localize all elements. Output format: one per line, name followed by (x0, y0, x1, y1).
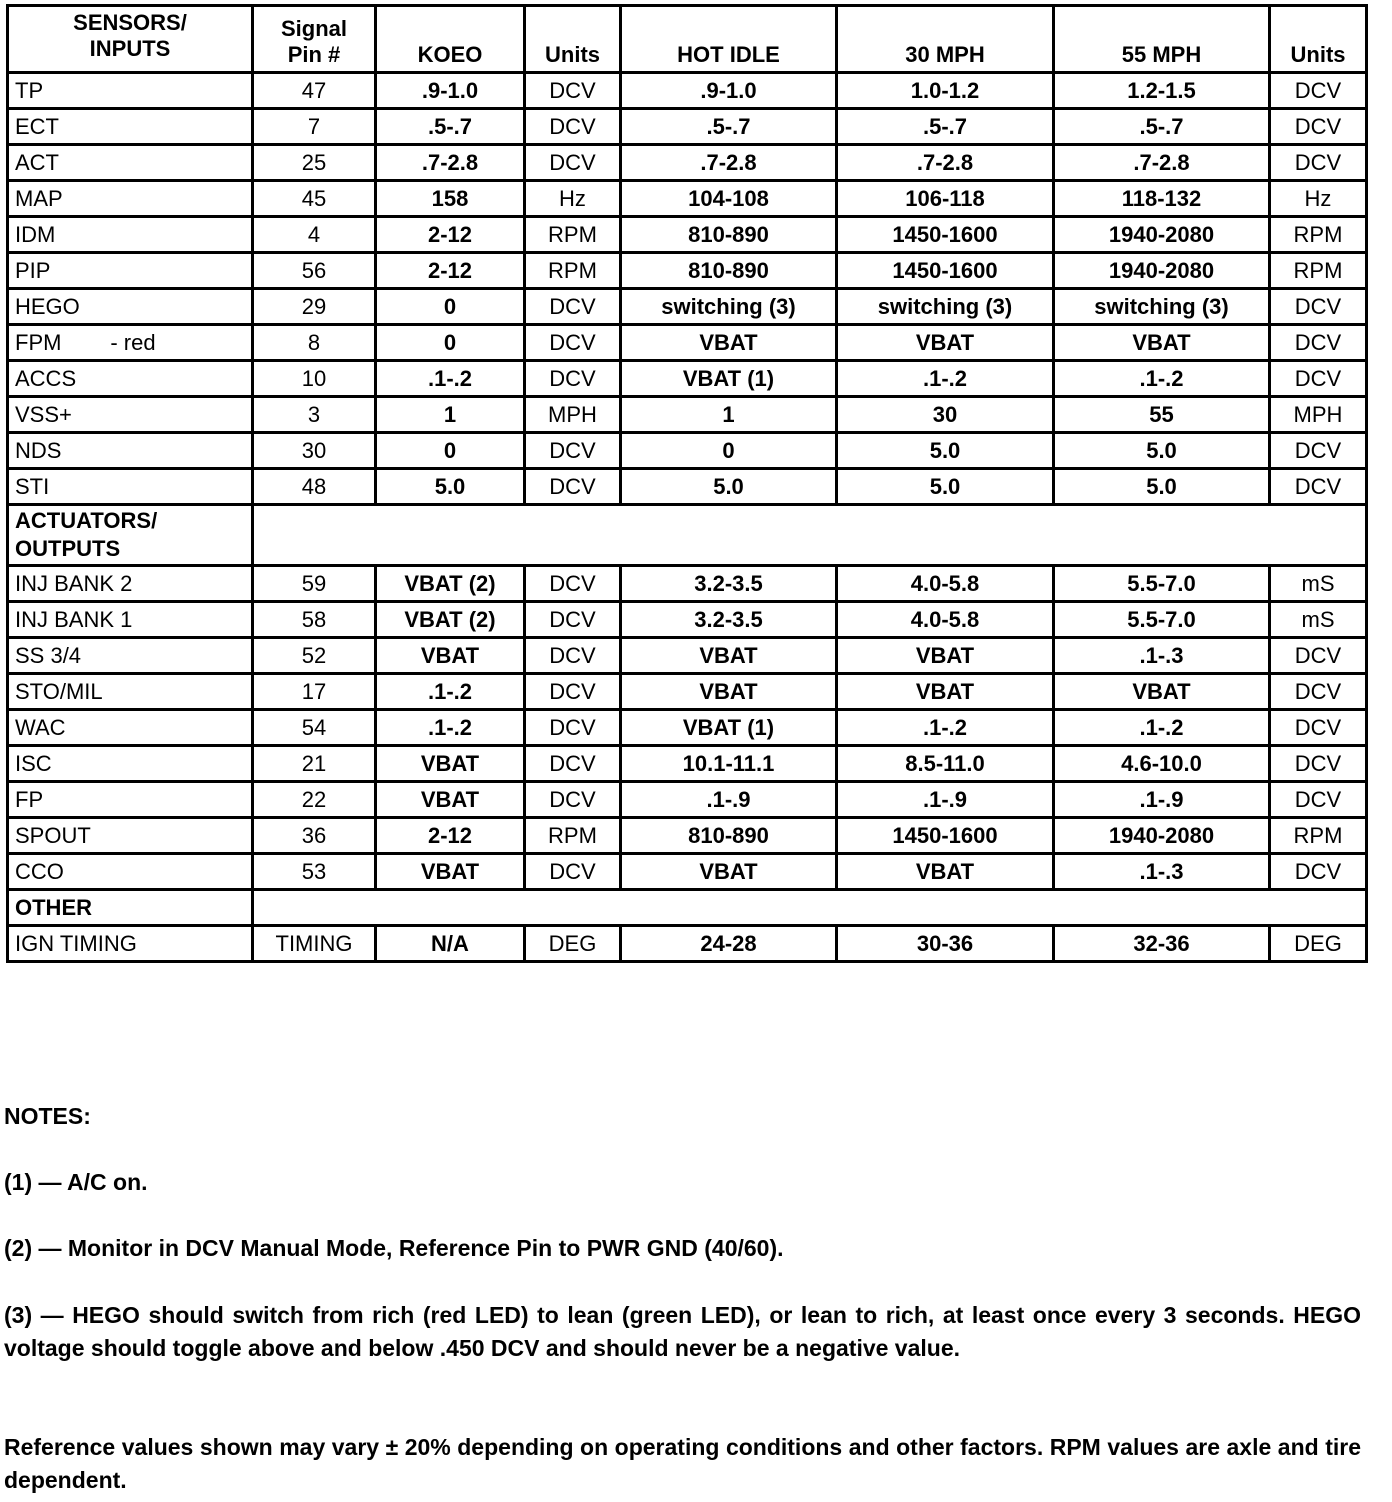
units2-value: DCV (1270, 710, 1367, 746)
table-row (8, 433, 1367, 469)
hot-idle-value: 0 (621, 433, 837, 469)
note-1: (1) — A/C on. (4, 1169, 148, 1195)
hot-idle-value: 810-890 (621, 217, 837, 253)
koeo-value: VBAT (376, 638, 525, 674)
units2-value: MPH (1270, 397, 1367, 433)
mph30-value: .1-.9 (837, 782, 1054, 818)
units-value: DCV (525, 361, 621, 397)
units-value: DCV (525, 73, 621, 109)
signal-pin: 48 (253, 469, 376, 505)
mph30-value: 30-36 (837, 926, 1054, 962)
mph30-value: 1450-1600 (837, 818, 1054, 854)
table-row (8, 674, 1367, 710)
mph30-value: .7-2.8 (837, 145, 1054, 181)
header-row (8, 6, 1367, 73)
table-row (8, 782, 1367, 818)
koeo-value: N/A (376, 926, 525, 962)
hot-idle-value: VBAT (621, 854, 837, 890)
hot-idle-value: VBAT (621, 674, 837, 710)
signal-pin: 58 (253, 602, 376, 638)
units2-value: DCV (1270, 674, 1367, 710)
table-row (8, 746, 1367, 782)
row-name: INJ BANK 2 (8, 566, 253, 602)
koeo-value: .1-.2 (376, 674, 525, 710)
units2-value: DCV (1270, 361, 1367, 397)
section-row-actuators (8, 505, 1367, 566)
other-section (8, 926, 1367, 962)
hot-idle-value: VBAT (621, 638, 837, 674)
row-name: INJ BANK 1 (8, 602, 253, 638)
mph55-value: VBAT (1054, 325, 1270, 361)
mph30-value: VBAT (837, 854, 1054, 890)
note-3: (3) — HEGO should switch from rich (red LED) to lean (green LED), or lean to rich, at least once every 3 seconds. HEGO voltage should toggle above and below .450 DCV and should never be a negative value. (4, 1302, 1361, 1361)
signal-pin: 56 (253, 253, 376, 289)
signal-pin: 53 (253, 854, 376, 890)
mph30-value: VBAT (837, 638, 1054, 674)
signal-pin: TIMING (253, 926, 376, 962)
hot-idle-value: switching (3) (621, 289, 837, 325)
mph30-value: 30 (837, 397, 1054, 433)
koeo-value: 0 (376, 433, 525, 469)
mph55-value: 55 (1054, 397, 1270, 433)
mph30-value: 4.0-5.8 (837, 602, 1054, 638)
actuators-section-header (8, 505, 1367, 566)
hot-idle-value: VBAT (621, 325, 837, 361)
signal-pin: 21 (253, 746, 376, 782)
units2-value: RPM (1270, 253, 1367, 289)
units-value: DCV (525, 674, 621, 710)
mph55-value: .7-2.8 (1054, 145, 1270, 181)
units2-value: DCV (1270, 854, 1367, 890)
mph55-value: .1-.2 (1054, 361, 1270, 397)
row-name: ACCS (8, 361, 253, 397)
units2-value: RPM (1270, 217, 1367, 253)
table-row (8, 638, 1367, 674)
row-name: WAC (8, 710, 253, 746)
hot-idle-value: 5.0 (621, 469, 837, 505)
hot-idle-value: .7-2.8 (621, 145, 837, 181)
header-koeo: KOEO (376, 6, 525, 73)
units-value: RPM (525, 217, 621, 253)
header-units-2: Units (1270, 6, 1367, 73)
units2-value: DCV (1270, 145, 1367, 181)
header-pin-line2: Pin # (287, 42, 341, 67)
units-value: DCV (525, 289, 621, 325)
hot-idle-value: 3.2-3.5 (621, 602, 837, 638)
header-sensors-line1: SENSORS/ (73, 10, 187, 35)
row-name: ACT (8, 145, 253, 181)
header-sensors-inputs (8, 6, 253, 73)
units-value: DCV (525, 638, 621, 674)
section-label-other: OTHER (8, 890, 253, 926)
signal-pin: 4 (253, 217, 376, 253)
units2-value: DCV (1270, 638, 1367, 674)
units-value: DEG (525, 926, 621, 962)
table-row (8, 602, 1367, 638)
units-value: DCV (525, 469, 621, 505)
table-row (8, 145, 1367, 181)
mph30-value: .5-.7 (837, 109, 1054, 145)
actuators-label-line2: OUTPUTS (15, 536, 121, 561)
row-name: IDM (8, 217, 253, 253)
header-55-mph: 55 MPH (1054, 6, 1270, 73)
mph55-value: 32-36 (1054, 926, 1270, 962)
mph30-value: 5.0 (837, 469, 1054, 505)
header-pin-line1: Signal (280, 16, 347, 41)
koeo-value: VBAT (2) (376, 602, 525, 638)
row-name: MAP (8, 181, 253, 217)
units-value: DCV (525, 566, 621, 602)
header-30-mph: 30 MPH (837, 6, 1054, 73)
koeo-value: VBAT (2) (376, 566, 525, 602)
units-value: DCV (525, 710, 621, 746)
header-hot-idle: HOT IDLE (621, 6, 837, 73)
units2-value: DCV (1270, 289, 1367, 325)
row-name: HEGO (8, 289, 253, 325)
units-value: DCV (525, 602, 621, 638)
mph55-value: 1.2-1.5 (1054, 73, 1270, 109)
table-row (8, 181, 1367, 217)
table-row (8, 469, 1367, 505)
mph55-value: 4.6-10.0 (1054, 746, 1270, 782)
mph30-value: .1-.2 (837, 361, 1054, 397)
mph55-value: 118-132 (1054, 181, 1270, 217)
row-name: FP (8, 782, 253, 818)
outputs-section (8, 566, 1367, 890)
inputs-section (8, 73, 1367, 505)
units-value: DCV (525, 109, 621, 145)
notes-heading: NOTES: (4, 1103, 91, 1129)
units-value: RPM (525, 818, 621, 854)
reference-values-table (6, 4, 1368, 963)
signal-pin: 54 (253, 710, 376, 746)
header-signal-pin (253, 6, 376, 73)
units2-value: DCV (1270, 746, 1367, 782)
koeo-value: 2-12 (376, 253, 525, 289)
mph30-value: 4.0-5.8 (837, 566, 1054, 602)
table-row (8, 854, 1367, 890)
hot-idle-value: 3.2-3.5 (621, 566, 837, 602)
header-sensors-line2: INPUTS (89, 36, 171, 61)
signal-pin: 17 (253, 674, 376, 710)
units2-value: RPM (1270, 818, 1367, 854)
section-spacer (253, 890, 1367, 926)
hot-idle-value: VBAT (1) (621, 361, 837, 397)
signal-pin: 25 (253, 145, 376, 181)
signal-pin: 59 (253, 566, 376, 602)
row-name: ISC (8, 746, 253, 782)
mph30-value: VBAT (837, 674, 1054, 710)
mph30-value: 106-118 (837, 181, 1054, 217)
mph55-value: 5.5-7.0 (1054, 566, 1270, 602)
mph55-value: .1-.9 (1054, 782, 1270, 818)
row-name: STO/MIL (8, 674, 253, 710)
units2-value: mS (1270, 602, 1367, 638)
table-row (8, 109, 1367, 145)
hot-idle-value: VBAT (1) (621, 710, 837, 746)
table-row (8, 289, 1367, 325)
signal-pin: 36 (253, 818, 376, 854)
table-row (8, 217, 1367, 253)
hot-idle-value: 810-890 (621, 818, 837, 854)
row-name: STI (8, 469, 253, 505)
table-row (8, 818, 1367, 854)
table-row (8, 325, 1367, 361)
table-row (8, 253, 1367, 289)
signal-pin: 3 (253, 397, 376, 433)
table-row (8, 361, 1367, 397)
koeo-value: VBAT (376, 782, 525, 818)
signal-pin: 7 (253, 109, 376, 145)
signal-pin: 45 (253, 181, 376, 217)
koeo-value: VBAT (376, 746, 525, 782)
row-name: FPM - red (8, 325, 253, 361)
hot-idle-value: .9-1.0 (621, 73, 837, 109)
hot-idle-value: 24-28 (621, 926, 837, 962)
koeo-value: 158 (376, 181, 525, 217)
mph55-value: .1-.3 (1054, 638, 1270, 674)
note-2: (2) — Monitor in DCV Manual Mode, Reference Pin to PWR GND (40/60). (4, 1235, 784, 1261)
koeo-value: .5-.7 (376, 109, 525, 145)
mph55-value: 5.0 (1054, 469, 1270, 505)
header-units: Units (525, 6, 621, 73)
units2-value: DCV (1270, 109, 1367, 145)
mph55-value: .5-.7 (1054, 109, 1270, 145)
note-4: Reference values shown may vary ± 20% depending on operating conditions and other factors. RPM values are axle and tire dependent. (4, 1434, 1361, 1493)
mph55-value: 5.5-7.0 (1054, 602, 1270, 638)
units-value: DCV (525, 325, 621, 361)
units-value: DCV (525, 746, 621, 782)
row-name: SPOUT (8, 818, 253, 854)
table-row (8, 397, 1367, 433)
mph30-value: VBAT (837, 325, 1054, 361)
row-name: VSS+ (8, 397, 253, 433)
row-name: PIP (8, 253, 253, 289)
hot-idle-value: .1-.9 (621, 782, 837, 818)
mph30-value: 5.0 (837, 433, 1054, 469)
koeo-value: 2-12 (376, 217, 525, 253)
signal-pin: 47 (253, 73, 376, 109)
hot-idle-value: .5-.7 (621, 109, 837, 145)
mph55-value: .1-.3 (1054, 854, 1270, 890)
units-value: DCV (525, 854, 621, 890)
mph30-value: 1450-1600 (837, 217, 1054, 253)
signal-pin: 29 (253, 289, 376, 325)
mph55-value: 1940-2080 (1054, 217, 1270, 253)
units2-value: DCV (1270, 73, 1367, 109)
section-spacer (253, 505, 1367, 566)
other-section-header (8, 890, 1367, 926)
koeo-value: .1-.2 (376, 361, 525, 397)
signal-pin: 10 (253, 361, 376, 397)
koeo-value: 1 (376, 397, 525, 433)
koeo-value: .1-.2 (376, 710, 525, 746)
mph55-value: switching (3) (1054, 289, 1270, 325)
signal-pin: 8 (253, 325, 376, 361)
koeo-value: 2-12 (376, 818, 525, 854)
mph30-value: .1-.2 (837, 710, 1054, 746)
row-name: CCO (8, 854, 253, 890)
section-row-other (8, 890, 1367, 926)
units2-value: mS (1270, 566, 1367, 602)
mph55-value: 1940-2080 (1054, 253, 1270, 289)
table-row (8, 566, 1367, 602)
row-name: ECT (8, 109, 253, 145)
koeo-value: .7-2.8 (376, 145, 525, 181)
units2-value: DCV (1270, 433, 1367, 469)
mph55-value: VBAT (1054, 674, 1270, 710)
section-label-actuators (8, 505, 253, 566)
units-value: RPM (525, 253, 621, 289)
row-name: NDS (8, 433, 253, 469)
koeo-value: .9-1.0 (376, 73, 525, 109)
koeo-value: 5.0 (376, 469, 525, 505)
signal-pin: 30 (253, 433, 376, 469)
hot-idle-value: 10.1-11.1 (621, 746, 837, 782)
mph30-value: 1450-1600 (837, 253, 1054, 289)
units2-value: DCV (1270, 325, 1367, 361)
table-row (8, 926, 1367, 962)
koeo-value: 0 (376, 289, 525, 325)
mph55-value: .1-.2 (1054, 710, 1270, 746)
row-name: TP (8, 73, 253, 109)
units2-value: DCV (1270, 469, 1367, 505)
units-value: DCV (525, 433, 621, 469)
units-value: Hz (525, 181, 621, 217)
units-value: DCV (525, 145, 621, 181)
koeo-value: VBAT (376, 854, 525, 890)
hot-idle-value: 104-108 (621, 181, 837, 217)
table-row (8, 73, 1367, 109)
row-name: SS 3/4 (8, 638, 253, 674)
table-row (8, 710, 1367, 746)
hot-idle-value: 1 (621, 397, 837, 433)
units2-value: DCV (1270, 782, 1367, 818)
mph30-value: 8.5-11.0 (837, 746, 1054, 782)
units-value: DCV (525, 782, 621, 818)
actuators-label-line1: ACTUATORS/ (15, 508, 158, 533)
units-value: MPH (525, 397, 621, 433)
signal-pin: 22 (253, 782, 376, 818)
mph55-value: 1940-2080 (1054, 818, 1270, 854)
mph30-value: 1.0-1.2 (837, 73, 1054, 109)
signal-pin: 52 (253, 638, 376, 674)
koeo-value: 0 (376, 325, 525, 361)
mph30-value: switching (3) (837, 289, 1054, 325)
row-name: IGN TIMING (8, 926, 253, 962)
units2-value: DEG (1270, 926, 1367, 962)
mph55-value: 5.0 (1054, 433, 1270, 469)
hot-idle-value: 810-890 (621, 253, 837, 289)
units2-value: Hz (1270, 181, 1367, 217)
